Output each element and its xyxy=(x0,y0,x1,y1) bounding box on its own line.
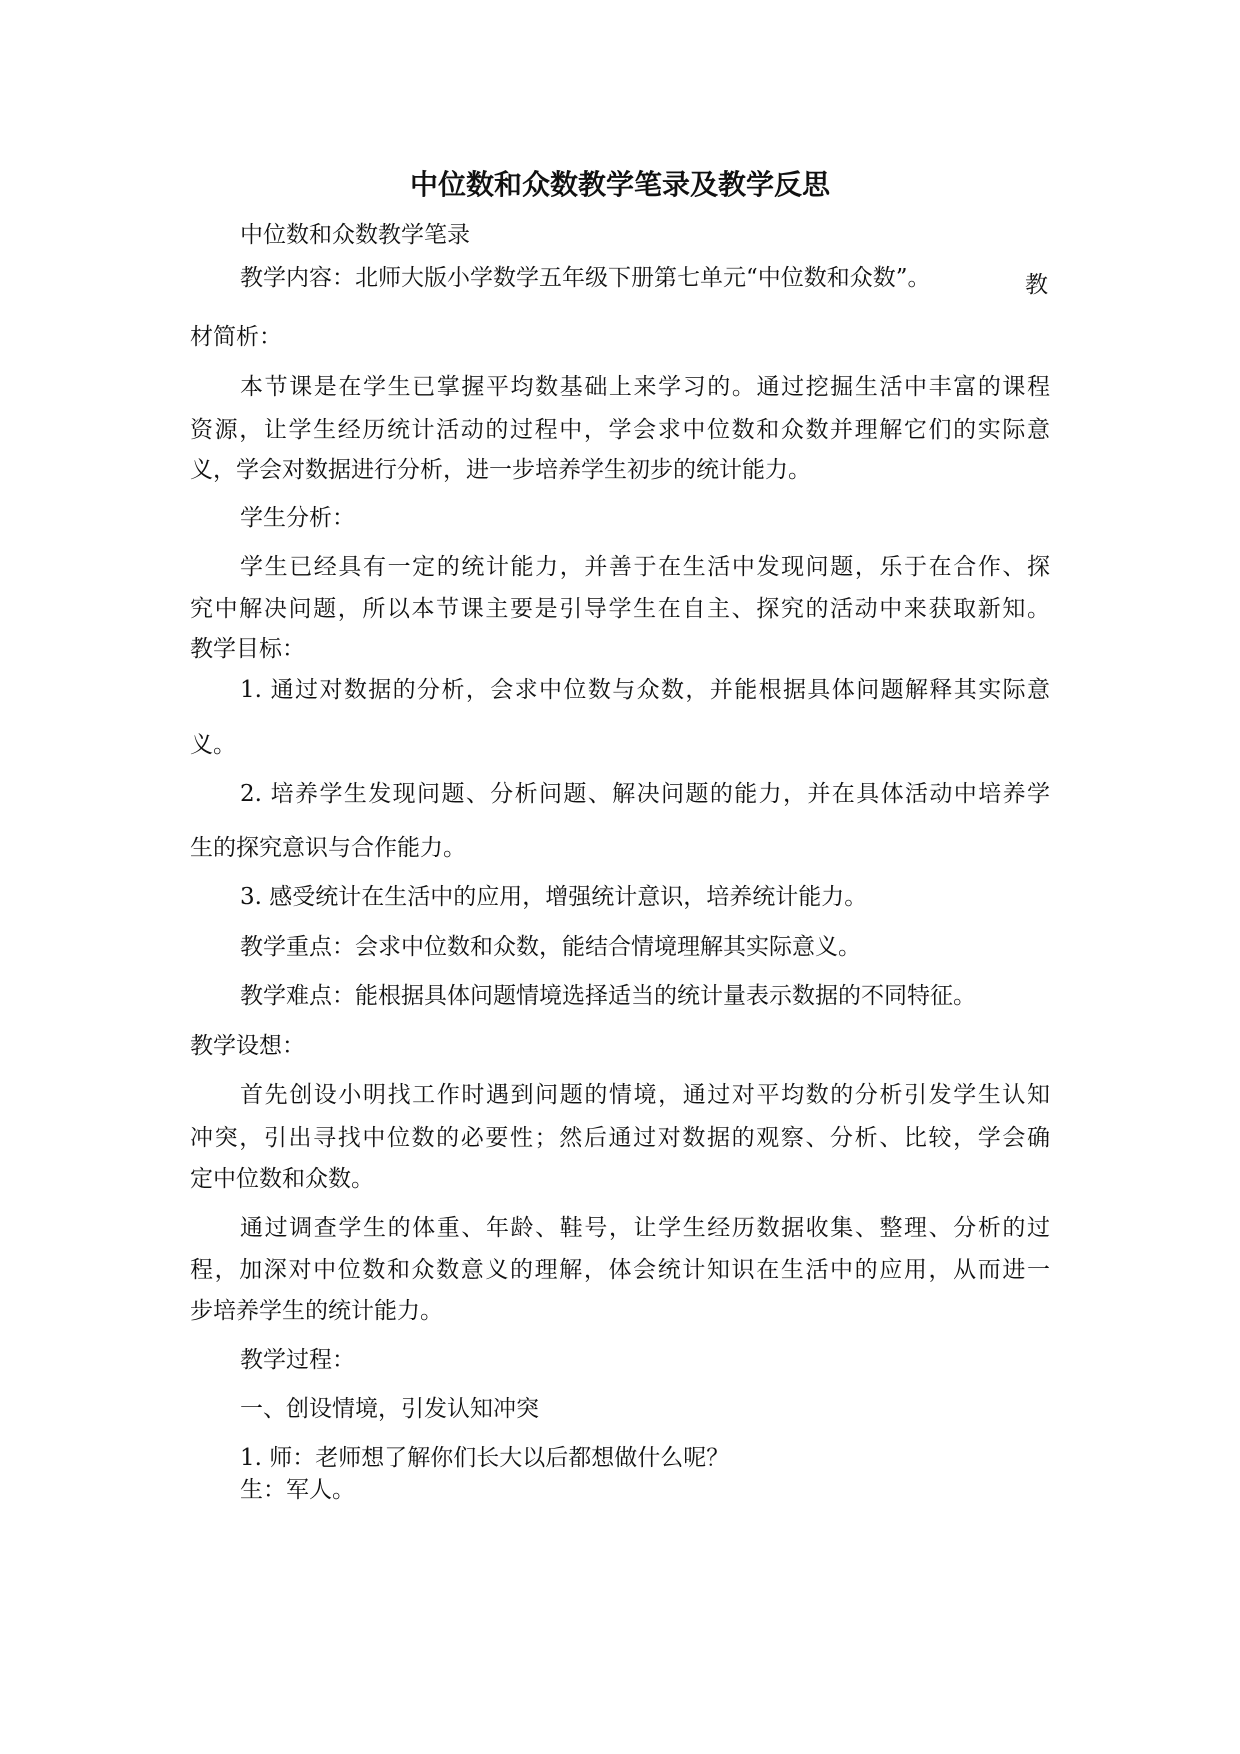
content-line: 教学内容：北师大版小学数学五年级下册第七单元“中位数和众数”。 xyxy=(240,265,931,291)
list-item: 3. 感受统计在生活中的应用，增强统计意识，培养统计能力。 xyxy=(240,884,868,910)
list-item-continuation: 生的探究意识与合作能力。 xyxy=(190,835,466,861)
paragraph-line: 通过调查学生的体重、年龄、鞋号，让学生经历数据收集、整理、分析的过 xyxy=(240,1215,1050,1241)
paragraph-line: 定中位数和众数。 xyxy=(190,1166,374,1192)
dialogue-line: 1. 师：老师想了解你们长大以后都想做什么呢？ xyxy=(240,1445,730,1471)
paragraph-line: 究中解决问题，所以本节课主要是引导学生在自主、探究的活动中来获取新知。 xyxy=(190,596,1050,622)
section-heading: 教学过程： xyxy=(240,1347,355,1373)
section-heading: 教学设想： xyxy=(190,1033,305,1059)
list-item: 2. 培养学生发现问题、分析问题、解决问题的能力，并在具体活动中培养学 xyxy=(240,781,1050,807)
section-heading: 教学目标： xyxy=(190,636,305,662)
wrapped-char: 教 xyxy=(1025,272,1048,298)
list-item-continuation: 义。 xyxy=(190,732,236,758)
paragraph-line: 义，学会对数据进行分析，进一步培养学生初步的统计能力。 xyxy=(190,457,811,483)
paragraph-line: 资源，让学生经历统计活动的过程中，学会求中位数和众数并理解它们的实际意 xyxy=(190,417,1050,443)
paragraph-line: 程，加深对中位数和众数意义的理解，体会统计知识在生活中的应用，从而进一 xyxy=(190,1257,1050,1283)
paragraph-line: 本节课是在学生已掌握平均数基础上来学习的。通过挖掘生活中丰富的课程 xyxy=(240,374,1050,400)
paragraph-line: 首先创设小明找工作时遇到问题的情境，通过对平均数的分析引发学生认知 xyxy=(240,1082,1050,1108)
section-heading: 学生分析： xyxy=(240,505,355,531)
paragraph-line: 冲突，引出寻找中位数的必要性；然后通过对数据的观察、分析、比较，学会确 xyxy=(190,1125,1050,1151)
document-title: 中位数和众数教学笔录及教学反思 xyxy=(409,168,830,201)
paragraph-line: 步培养学生的统计能力。 xyxy=(190,1298,443,1324)
dialogue-line: 生：军人。 xyxy=(240,1477,355,1503)
section-heading: 一、创设情境，引发认知冲突 xyxy=(240,1396,539,1422)
paragraph-line: 学生已经具有一定的统计能力，并善于在生活中发现问题，乐于在合作、探 xyxy=(240,554,1050,580)
subtitle-line: 中位数和众数教学笔录 xyxy=(240,222,470,248)
section-heading: 材简析： xyxy=(190,324,282,350)
content-line: 教学重点：会求中位数和众数，能结合情境理解其实际意义。 xyxy=(240,934,861,960)
content-line: 教学难点：能根据具体问题情境选择适当的统计量表示数据的不同特征。 xyxy=(240,983,976,1009)
list-item: 1. 通过对数据的分析，会求中位数与众数，并能根据具体问题解释其实际意 xyxy=(240,677,1050,703)
